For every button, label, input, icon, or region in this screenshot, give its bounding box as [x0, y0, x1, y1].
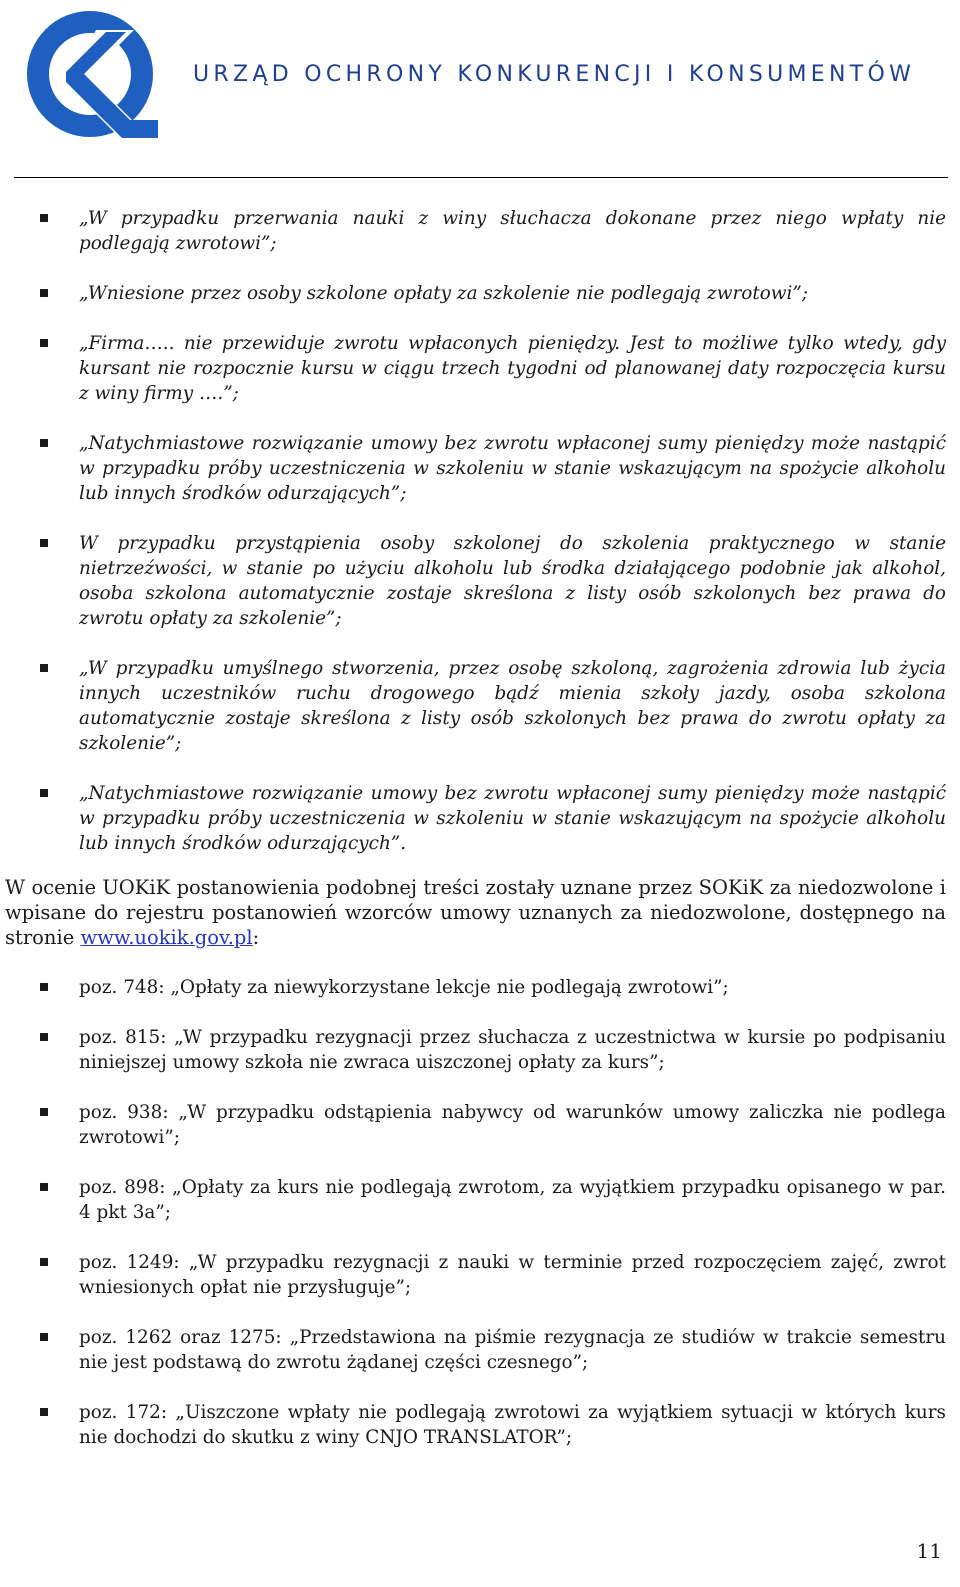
organization-name: URZĄD OCHRONY KONKURENCJI I KONSUMENTÓW [193, 62, 916, 87]
header-divider [14, 177, 948, 178]
page-header [0, 0, 960, 180]
list-item: „W przypadku przerwania nauki z winy słuchacza dokonane przez niego wpłaty nie podlegają zwrotowi”; [0, 206, 946, 256]
list-item: „Firma….. nie przewiduje zwrotu wpłaconych pieniędzy. Jest to możliwe tylko wtedy, gdy kursant nie rozpocznie kursu w ciągu trzech tygodni od planowanej daty rozpoczęcia kursu z winy firmy ….”; [0, 331, 946, 406]
list-item: poz. 1262 oraz 1275: „Przedstawiona na piśmie rezygnacja ze studiów w trakcie semestru nie jest podstawą do zwrotu żądanej części czesnego”; [0, 1325, 946, 1375]
paragraph-text: W ocenie UOKiK postanowienia podobnej treści zostały uznane przez SOKiK za niedozwolone i wpisane do rejestru postanowień wzorców umowy uznanych za niedozwolone, dostępnego na stronie [5, 876, 946, 949]
list-item: „W przypadku umyślnego stworzenia, przez osobę szkoloną, zagrożenia zdrowia lub życia innych uczestników ruchu drogowego bądź mienia szkoły jazdy, osoba szkolona automatycznie zostaje skreślona z listy osób szkolonych bez prawa do zwrotu opłaty za szkolenie”; [0, 656, 946, 756]
list-item: W przypadku przystąpienia osoby szkolonej do szkolenia praktycznego w stanie nietrzeźwości, w stanie po użyciu alkoholu lub środka działającego podobnie jak alkohol, osoba szkolona automatycznie zostaje skreślona z listy osób szkolonych bez prawa do zwrotu opłaty za szkolenie”; [0, 531, 946, 631]
list-item: poz. 815: „W przypadku rezygnacji przez słuchacza z uczestnictwa w kursie po podpisaniu niniejszej umowy szkoła nie zwraca uiszczonej opłaty za kurs”; [0, 1025, 946, 1075]
list-item: „Natychmiastowe rozwiązanie umowy bez zwrotu wpłaconej sumy pieniędzy może nastąpić w przypadku próby uczestniczenia w szkoleniu w stanie wskazującym na spożycie alkoholu lub innych środków odurzających”. [0, 781, 946, 856]
assessment-paragraph [5, 875, 946, 950]
list-item: poz. 1249: „W przypadku rezygnacji z nauki w terminie przed rozpoczęciem zajęć, zwrot wniesionych opłat nie przysługuje”; [0, 1250, 946, 1300]
list-item: „Wniesione przez osoby szkolone opłaty za szkolenie nie podlegają zwrotowi”; [0, 281, 946, 306]
list-item: poz. 938: „W przypadku odstąpienia nabywcy od warunków umowy zaliczka nie podlega zwrotowi”; [0, 1100, 946, 1150]
document-body [0, 206, 946, 1475]
page-number: 11 [916, 1539, 942, 1563]
list-item: poz. 748: „Opłaty za niewykorzystane lekcje nie podlegają zwrotowi”; [0, 975, 946, 1000]
uokik-website-link[interactable]: www.uokik.gov.pl [80, 926, 253, 949]
list-item: poz. 172: „Uiszczone wpłaty nie podlegają zwrotowi za wyjątkiem sytuacji w których kurs nie dochodzi do skutku z winy CNJO TRANSLATOR”; [0, 1400, 946, 1450]
uokik-logo-icon [26, 10, 160, 140]
list-item: „Natychmiastowe rozwiązanie umowy bez zwrotu wpłaconej sumy pieniędzy może nastąpić w przypadku próby uczestniczenia w szkoleniu w stanie wskazującym na spożycie alkoholu lub innych środków odurzających”; [0, 431, 946, 506]
quoted-clauses-list [0, 206, 946, 856]
list-item: poz. 898: „Opłaty za kurs nie podlegają zwrotom, za wyjątkiem przypadku opisanego w par. 4 pkt 3a”; [0, 1175, 946, 1225]
register-positions-list [0, 975, 946, 1450]
paragraph-colon: : [252, 926, 260, 949]
